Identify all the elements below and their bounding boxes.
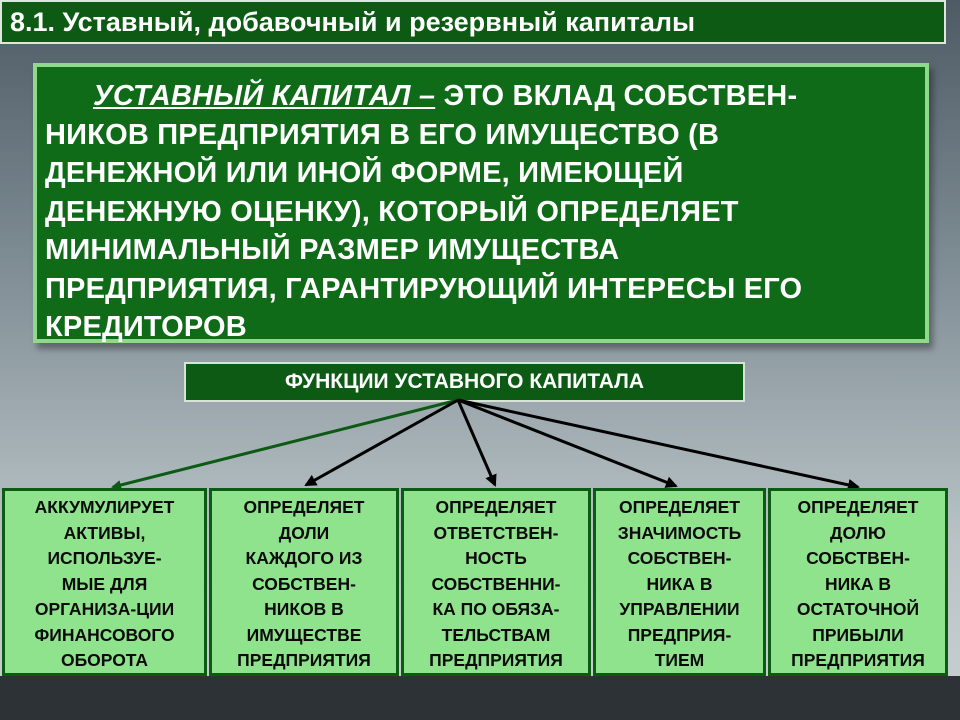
function-box-management-weight: ОПРЕДЕЛЯЕТ ЗНАЧИМОСТЬ СОБСТВЕН- НИКА В УПРАВЛЕНИИ ПРЕДПРИЯ- ТИЕМ [593, 488, 766, 676]
definition-line-4: ДЕНЕЖНУЮ ОЦЕНКУ), КОТОРЫЙ ОПРЕДЕЛЯЕТ [45, 195, 739, 228]
definition-line-6: ПРЕДПРИЯТИЯ, ГАРАНТИРУЮЩИЙ ИНТЕРЕСЫ ЕГО [45, 272, 803, 305]
arrow-to-function-2 [306, 400, 458, 485]
slide-title: 8.1. Уставный, добавочный и резервный капиталы [0, 0, 946, 44]
function-box-profit-share: ОПРЕДЕЛЯЕТ ДОЛЮ СОБСТВЕН- НИКА В ОСТАТОЧНОЙ ПРИБЫЛИ ПРЕДПРИЯТИЯ [768, 488, 948, 676]
function-box-accumulates-assets: АККУМУЛИРУЕТ АКТИВЫ, ИСПОЛЬЗУЕ- МЫЕ ДЛЯ ОРГАНИЗА-ЦИИ ФИНАНСОВОГО ОБОРОТА [2, 488, 207, 676]
function-box-owner-liability: ОПРЕДЕЛЯЕТ ОТВЕТСТВЕН- НОСТЬ СОБСТВЕННИ- КА ПО ОБЯЗА- ТЕЛЬСТВАМ ПРЕДПРИЯТИЯ [401, 488, 591, 676]
arrow-to-function-1 [113, 400, 458, 487]
definition-line-1: УСТАВНЫЙ КАПИТАЛ – ЭТО ВКЛАД СОБСТВЕН- [93, 80, 798, 112]
definition-line-3: ДЕНЕЖНОЙ ИЛИ ИНОЙ ФОРМЕ, ИМЕЮЩЕЙ [45, 157, 684, 189]
function-box-owner-shares: ОПРЕДЕЛЯЕТ ДОЛИ КАЖДОГО ИЗ СОБСТВЕН- НИКОВ В ИМУЩЕСТВЕ ПРЕДПРИЯТИЯ [209, 488, 399, 676]
definition-term: УСТАВНЫЙ КАПИТАЛ – [93, 80, 436, 112]
definition-line-2: НИКОВ ПРЕДПРИЯТИЯ В ЕГО ИМУЩЕСТВО (В [45, 118, 720, 151]
footer-bar [0, 676, 960, 720]
arrow-to-function-5 [458, 400, 858, 487]
definition-line-7: КРЕДИТОРОВ [45, 311, 247, 343]
definition-line-5: МИНИМАЛЬНЫЙ РАЗМЕР ИМУЩЕСТВА [45, 234, 620, 266]
functions-title: ФУНКЦИИ УСТАВНОГО КАПИТАЛА [184, 362, 745, 402]
